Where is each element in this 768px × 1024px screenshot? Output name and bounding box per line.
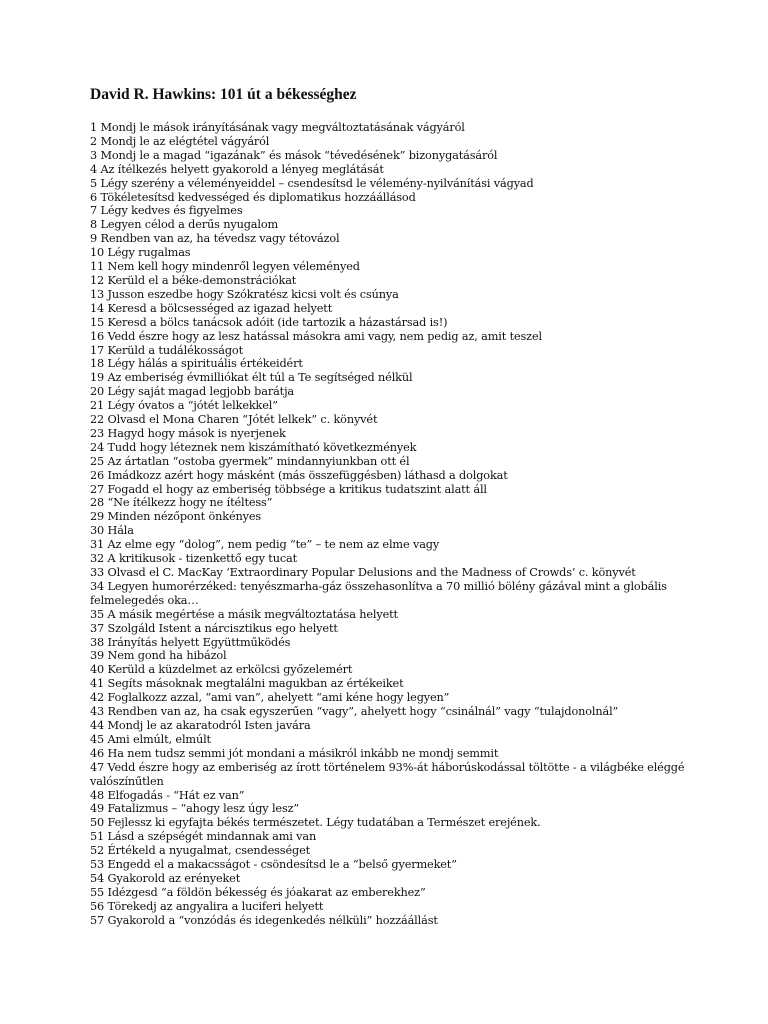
list-item: 35 A másik megértése a másik megváltoztatása helyett — [90, 607, 398, 621]
list-item: 37 Szolgáld Istent a nárcisztikus ego helyett — [90, 621, 338, 635]
list-item: 46 Ha nem tudsz semmi jót mondani a másikról inkább ne mondj semmit — [90, 746, 499, 760]
list-item: 11 Nem kell hogy mindenről legyen véleményed — [90, 260, 360, 274]
document-page — [90, 86, 730, 928]
list-item: 47 Vedd észre hogy az emberiség az írott történelem 93%-át háborúskodással töltötte - a világbéke eléggé valószínűtlen — [90, 760, 685, 788]
document-title: David R. Hawkins: 101 út a békességhez — [90, 86, 357, 103]
list-item: 20 Légy saját magad legjobb barátja — [90, 385, 295, 399]
list-item: 41 Segíts másoknak megtalálni magukban az értékeiket — [90, 677, 404, 691]
list-item: 31 Az elme egy “dolog”, nem pedig “te” – te nem az elme vagy — [90, 538, 440, 552]
list-item: 44 Mondj le az akaratodról Isten javára — [90, 718, 311, 732]
list-item: 34 Legyen humorérzéked: tenyészmarha-gáz összehasonlítva a 70 millió bölény gázával mint a globális felmelegedés oka… — [90, 579, 667, 607]
list-item: 16 Vedd észre hogy az lesz hatással másokra ami vagy, nem pedig az, amit teszel — [90, 329, 542, 343]
list-item: 9 Rendben van az, ha tévedsz vagy tétovázol — [90, 232, 340, 246]
list-item: 49 Fatalizmus – “ahogy lesz úgy lesz” — [90, 802, 300, 816]
list-item: 25 Az ártatlan “ostoba gyermek” mindannyiunkban ott él — [90, 454, 410, 468]
list-item: 1 Mondj le mások irányításának vagy megváltoztatásának vágyáról — [90, 121, 465, 134]
list-item: 13 Jusson eszedbe hogy Szókratész kicsi volt és csúnya — [90, 287, 399, 301]
list-item: 7 Légy kedves és figyelmes — [90, 204, 243, 218]
list-item: 17 Kerüld a tudálékosságot — [90, 343, 243, 357]
list-item: 3 Mondj le a magad “igazának” és mások “tévedésének” bizonygatásáról — [90, 148, 498, 162]
list-item: 28 “Ne ítélkezz hogy ne ítéltess” — [90, 496, 273, 510]
list-item: 29 Minden nézőpont önkényes — [90, 510, 262, 524]
list-item: 2 Mondj le az elégtétel vágyáról — [90, 134, 270, 148]
list-item: 23 Hagyd hogy mások is nyerjenek — [90, 426, 286, 440]
list-item: 38 Irányítás helyett Együttműködés — [90, 635, 291, 649]
list-item: 52 Értékeld a nyugalmat, csendességet — [90, 844, 311, 858]
list-item: 48 Elfogadás - “Hát ez van” — [90, 788, 245, 802]
list-item: 30 Hála — [90, 524, 134, 538]
list-item: 32 A kritikusok - tizenkettő egy tucat — [90, 552, 297, 566]
list-item: 53 Engedd el a makacsságot - csöndesítsd le a “belső gyermeket” — [90, 858, 457, 872]
list-item: 56 Törekedj az angyalira a luciferi helyett — [90, 899, 324, 913]
list-item: 27 Fogadd el hogy az emberiség többsége a kritikus tudatszint alatt áll — [90, 482, 487, 496]
list-item: 5 Légy szerény a véleményeiddel – csendesítsd le vélemény-nyilvánítási vágyad — [90, 176, 534, 190]
list-item: 57 Gyakorold a “vonzódás és idegenkedés nélküli” hozzáállást — [90, 913, 438, 927]
list-item: 22 Olvasd el Mona Charen “Jótét lelkek” c. könyvét — [90, 413, 378, 427]
list-item: 24 Tudd hogy léteznek nem kiszámítható következmények — [90, 440, 417, 454]
list-item: 50 Fejlessz ki egyfajta békés természetet. Légy tudatában a Természet erejének. — [90, 816, 541, 830]
list-item: 39 Nem gond ha hibázol — [90, 649, 227, 663]
list-item: 4 Az ítélkezés helyett gyakorold a lényeg meglátását — [90, 162, 384, 176]
list-item: 54 Gyakorold az erényeket — [90, 871, 241, 885]
list-item: 43 Rendben van az, ha csak egyszerűen “vagy”, ahelyett hogy “csinálnál” vagy “tulajdonolnál” — [90, 705, 619, 719]
list-item: 15 Keresd a bölcs tanácsok adóit (ide tartozik a házastársad is!) — [90, 315, 448, 329]
list-item: 40 Kerüld a küzdelmet az erkölcsi győzelemért — [90, 663, 353, 677]
list-item: 45 Ami elmúlt, elmúlt — [90, 732, 211, 746]
list-item: 14 Keresd a bölcsességed az igazad helyett — [90, 301, 333, 315]
list-item: 51 Lásd a szépségét mindannak ami van — [90, 830, 317, 844]
list-item: 33 Olvasd el C. MacKay ‘Extraordinary Popular Delusions and the Madness of Crowds’ c. könyvét — [90, 566, 636, 579]
list-item: 8 Legyen célod a derűs nyugalom — [90, 218, 279, 232]
list-item: 6 Tökéletesítsd kedvességed és diplomatikus hozzáállásod — [90, 190, 416, 204]
list-item: 10 Légy rugalmas — [90, 246, 191, 260]
list-item: 12 Kerüld el a béke-demonstrációkat — [90, 273, 297, 287]
peace-list — [90, 121, 730, 928]
list-item: 55 Idézgesd “a földön békesség és jóakarat az emberekhez” — [90, 885, 426, 899]
list-item: 19 Az emberiség évmilliókat élt túl a Te segítséged nélkül — [90, 371, 413, 385]
list-item: 18 Légy hálás a spirituális értékeidért — [90, 357, 303, 371]
list-item: 21 Légy óvatos a “jótét lelkekkel” — [90, 399, 278, 413]
list-item: 42 Foglalkozz azzal, “ami van”, ahelyett “ami kéne hogy legyen” — [90, 691, 450, 705]
list-item: 26 Imádkozz azért hogy másként (más összefüggésben) láthasd a dolgokat — [90, 468, 508, 482]
